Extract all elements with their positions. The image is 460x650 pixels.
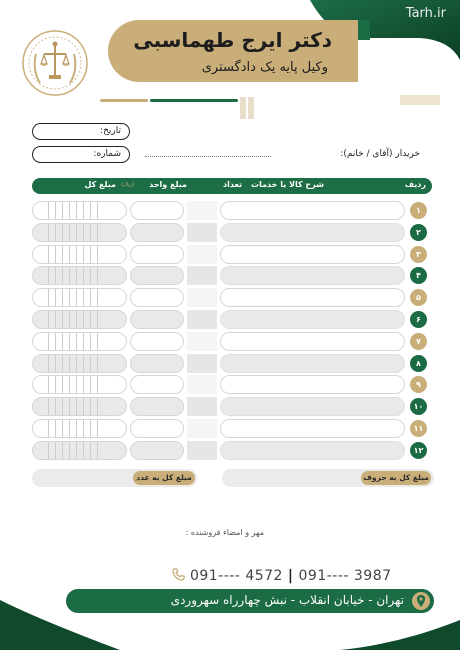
header-banner	[108, 20, 358, 82]
row-quantity-cell[interactable]	[187, 397, 217, 416]
row-total-divider	[76, 311, 77, 328]
row-total-divider	[90, 442, 91, 459]
row-total-divider	[83, 289, 84, 306]
row-total-divider	[55, 202, 56, 219]
row-total-divider	[62, 376, 63, 393]
row-total-cell[interactable]	[32, 245, 127, 264]
row-unit-price-cell[interactable]	[130, 201, 184, 220]
row-total-divider	[48, 224, 49, 241]
row-total-divider	[48, 333, 49, 350]
row-total-divider	[55, 311, 56, 328]
row-description-cell[interactable]	[220, 266, 405, 285]
buyer-label: خریدار (آقای / خانم):	[340, 149, 420, 159]
row-number: ۱۱	[410, 420, 427, 437]
row-unit-price-cell[interactable]	[130, 419, 184, 438]
row-unit-price-cell[interactable]	[130, 223, 184, 242]
row-total-divider	[62, 289, 63, 306]
seller-signature-label: مهر و امضاء فروشنده :	[185, 528, 264, 537]
row-total-divider	[83, 442, 84, 459]
row-number: ۹	[410, 376, 427, 393]
phone-separator: |	[287, 568, 294, 584]
total-in-numbers-label: مبلغ کل به عدد	[133, 471, 195, 485]
row-total-divider	[90, 376, 91, 393]
row-total-divider	[90, 202, 91, 219]
row-total-divider	[62, 333, 63, 350]
row-total-divider	[76, 398, 77, 415]
col-header-total: مبلغ کل	[84, 180, 116, 189]
col-header-currency: (ریال)	[121, 182, 134, 188]
row-number: ۴	[410, 267, 427, 284]
row-total-divider	[62, 355, 63, 372]
row-description-cell[interactable]	[220, 201, 405, 220]
col-header-description: شرح کالا یا خدمات	[251, 180, 324, 189]
row-total-divider	[90, 420, 91, 437]
row-description-cell[interactable]	[220, 332, 405, 351]
row-total-divider	[55, 398, 56, 415]
row-total-cell[interactable]	[32, 419, 127, 438]
row-total-divider	[48, 289, 49, 306]
row-number: ۱	[410, 202, 427, 219]
invoice-table-header	[32, 178, 432, 194]
row-unit-price-cell[interactable]	[130, 266, 184, 285]
row-total-divider	[48, 267, 49, 284]
row-total-divider	[69, 420, 70, 437]
row-number: ۲	[410, 224, 427, 241]
row-unit-price-cell[interactable]	[130, 288, 184, 307]
row-total-divider	[97, 224, 98, 241]
row-number: ۱۰	[410, 398, 427, 415]
row-total-divider	[69, 311, 70, 328]
row-total-divider	[62, 246, 63, 263]
phone-numbers	[172, 568, 392, 584]
row-description-cell[interactable]	[220, 354, 405, 373]
row-total-divider	[69, 289, 70, 306]
row-total-divider	[76, 246, 77, 263]
row-total-divider	[76, 224, 77, 241]
row-number: ۱۲	[410, 442, 427, 459]
row-total-divider	[69, 202, 70, 219]
row-total-divider	[76, 355, 77, 372]
row-total-divider	[55, 267, 56, 284]
row-quantity-cell[interactable]	[187, 332, 217, 351]
location-pin-icon	[412, 592, 430, 610]
row-total-divider	[69, 398, 70, 415]
row-description-cell[interactable]	[220, 223, 405, 242]
row-total-divider	[55, 224, 56, 241]
row-total-divider	[90, 355, 91, 372]
row-total-divider	[76, 442, 77, 459]
date-field[interactable]	[32, 123, 130, 140]
row-total-divider	[48, 202, 49, 219]
row-total-divider	[90, 289, 91, 306]
row-total-divider	[97, 311, 98, 328]
row-description-cell[interactable]	[220, 245, 405, 264]
row-total-divider	[97, 376, 98, 393]
address-text: تهران - خیابان انقلاب - نبش چهارراه سهروردی	[170, 593, 404, 607]
row-total-divider	[55, 246, 56, 263]
row-total-divider	[97, 333, 98, 350]
row-description-cell[interactable]	[220, 441, 405, 460]
row-total-divider	[69, 267, 70, 284]
row-total-divider	[48, 442, 49, 459]
row-total-divider	[62, 442, 63, 459]
row-total-divider	[90, 267, 91, 284]
row-quantity-cell[interactable]	[187, 201, 217, 220]
row-total-divider	[83, 333, 84, 350]
date-label: تاریخ:	[100, 126, 121, 136]
row-description-cell[interactable]	[220, 310, 405, 329]
row-total-divider	[69, 224, 70, 241]
row-total-divider	[97, 442, 98, 459]
row-total-divider	[97, 355, 98, 372]
row-total-divider	[69, 442, 70, 459]
row-total-divider	[48, 398, 49, 415]
row-total-divider	[83, 311, 84, 328]
row-total-cell[interactable]	[32, 266, 127, 285]
row-description-cell[interactable]	[220, 419, 405, 438]
row-unit-price-cell[interactable]	[130, 441, 184, 460]
row-total-divider	[83, 202, 84, 219]
row-total-divider	[55, 355, 56, 372]
row-unit-price-cell[interactable]	[130, 245, 184, 264]
row-total-divider	[48, 355, 49, 372]
row-total-cell[interactable]	[32, 375, 127, 394]
row-total-cell[interactable]	[32, 201, 127, 220]
row-number: ۸	[410, 355, 427, 372]
row-unit-price-cell[interactable]	[130, 375, 184, 394]
row-total-divider	[83, 246, 84, 263]
row-total-divider	[48, 376, 49, 393]
row-total-divider	[62, 267, 63, 284]
row-number: ۷	[410, 333, 427, 350]
row-total-cell[interactable]	[32, 397, 127, 416]
row-total-divider	[83, 376, 84, 393]
row-total-divider	[48, 246, 49, 263]
corner-decoration-bottom-right	[340, 610, 460, 650]
row-total-divider	[69, 333, 70, 350]
row-number: ۳	[410, 246, 427, 263]
row-total-divider	[97, 289, 98, 306]
row-total-cell[interactable]	[32, 441, 127, 460]
decorative-gold-lines	[100, 95, 440, 125]
row-total-cell[interactable]	[32, 332, 127, 351]
phone-number-2: 091---- 3987	[298, 568, 392, 584]
row-total-divider	[69, 246, 70, 263]
row-total-divider	[76, 376, 77, 393]
row-total-divider	[97, 202, 98, 219]
row-quantity-cell[interactable]	[187, 441, 217, 460]
row-total-divider	[90, 224, 91, 241]
row-total-cell[interactable]	[32, 288, 127, 307]
location-pin-badge	[412, 592, 430, 610]
row-total-divider	[48, 311, 49, 328]
row-total-cell[interactable]	[32, 310, 127, 329]
col-header-row: ردیف	[404, 180, 426, 189]
row-quantity-cell[interactable]	[187, 375, 217, 394]
row-total-divider	[76, 267, 77, 284]
row-total-divider	[69, 376, 70, 393]
row-total-divider	[83, 267, 84, 284]
row-total-cell[interactable]	[32, 354, 127, 373]
row-quantity-cell[interactable]	[187, 245, 217, 264]
row-total-divider	[97, 398, 98, 415]
row-quantity-cell[interactable]	[187, 354, 217, 373]
row-total-divider	[90, 311, 91, 328]
row-description-cell[interactable]	[220, 288, 405, 307]
row-total-divider	[55, 376, 56, 393]
row-total-cell[interactable]	[32, 223, 127, 242]
row-total-divider	[55, 442, 56, 459]
row-quantity-cell[interactable]	[187, 419, 217, 438]
row-unit-price-cell[interactable]	[130, 310, 184, 329]
col-header-unit-price: مبلغ واحد	[149, 180, 187, 189]
row-total-divider	[69, 355, 70, 372]
row-total-divider	[90, 333, 91, 350]
row-quantity-cell[interactable]	[187, 223, 217, 242]
row-quantity-cell[interactable]	[187, 266, 217, 285]
row-number: ۵	[410, 289, 427, 306]
row-total-divider	[48, 420, 49, 437]
row-total-divider	[83, 398, 84, 415]
row-total-divider	[90, 398, 91, 415]
row-total-divider	[97, 246, 98, 263]
row-total-divider	[55, 289, 56, 306]
row-total-divider	[55, 420, 56, 437]
total-in-words-label: مبلغ کل به حروف	[361, 471, 431, 485]
row-total-divider	[97, 267, 98, 284]
buyer-name-line[interactable]	[145, 156, 271, 157]
row-total-divider	[90, 246, 91, 263]
watermark-logo: Tarh.ir	[405, 6, 446, 21]
col-header-quantity: تعداد	[223, 180, 242, 189]
row-total-divider	[62, 202, 63, 219]
row-unit-price-cell[interactable]	[130, 397, 184, 416]
row-description-cell[interactable]	[220, 397, 405, 416]
phone-number-1: 091---- 4572	[189, 568, 283, 584]
row-number: ۶	[410, 311, 427, 328]
row-unit-price-cell[interactable]	[130, 332, 184, 351]
row-description-cell[interactable]	[220, 375, 405, 394]
row-total-divider	[76, 420, 77, 437]
row-total-divider	[97, 420, 98, 437]
lawyer-title: وکیل پایه یک دادگستری	[201, 60, 328, 75]
row-total-divider	[62, 224, 63, 241]
row-total-divider	[83, 224, 84, 241]
row-quantity-cell[interactable]	[187, 288, 217, 307]
number-label: شماره:	[93, 149, 121, 159]
row-total-divider	[62, 420, 63, 437]
row-total-divider	[62, 398, 63, 415]
row-total-divider	[83, 355, 84, 372]
row-total-divider	[83, 420, 84, 437]
scales-of-justice-emblem-icon	[20, 28, 90, 98]
row-quantity-cell[interactable]	[187, 310, 217, 329]
phone-icon	[172, 568, 185, 581]
row-total-divider	[76, 333, 77, 350]
row-total-divider	[76, 202, 77, 219]
address-banner	[66, 589, 434, 613]
row-total-divider	[62, 311, 63, 328]
lawyer-name: دکتر ایرج طهماسبی	[133, 28, 332, 52]
number-field[interactable]	[32, 146, 130, 163]
row-total-divider	[76, 289, 77, 306]
row-total-divider	[55, 333, 56, 350]
row-unit-price-cell[interactable]	[130, 354, 184, 373]
